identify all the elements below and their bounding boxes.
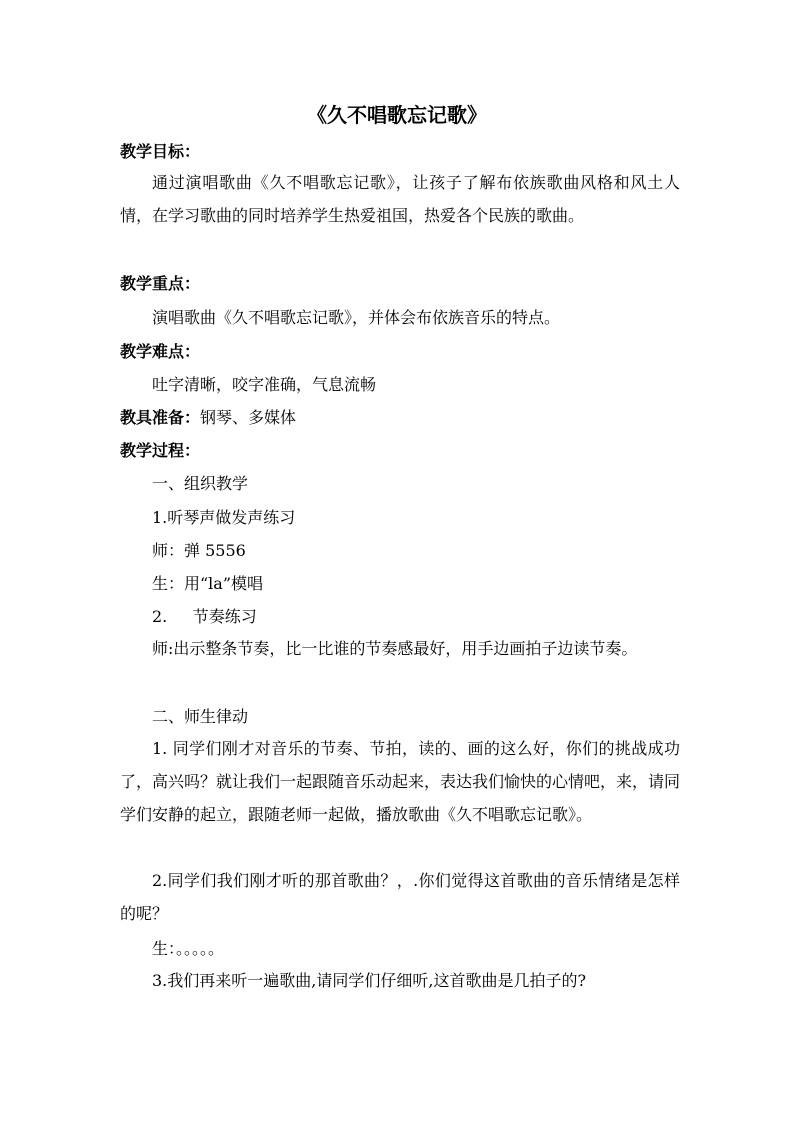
step2-student-line: 生：。。。。。 — [152, 939, 225, 958]
step2-item1: 1. 同学们刚才对音乐的节奏、节拍，读的、画的这么好，你们的挑战成功了，高兴吗？就让我们一起跟随音乐动起来，表达我们愉快的心情吧，来，请同学们安静的起立，跟随老师一起做，播放歌曲《久不唱歌忘记歌》。 — [120, 739, 681, 824]
step2-item3: 3.我们再来听一遍歌曲,请同学们仔细听,这首歌曲是几拍子的? — [152, 971, 587, 990]
teaching-difficulty-text: 吐字清晰，咬字准确，气息流畅 — [152, 375, 377, 394]
step1-teacher-line: 师：弹 5556 — [152, 541, 246, 560]
teaching-process-heading: 教学过程： — [120, 441, 201, 460]
step1-item2: 2. 节奏练习 — [152, 607, 257, 626]
teaching-goal-text: 通过演唱歌曲《久不唱歌忘记歌》，让孩子了解布依族歌曲风格和风土人情，在学习歌曲的同时培养学生热爱祖国，热爱各个民族的歌曲。 — [120, 173, 680, 225]
teaching-key-heading: 教学重点： — [120, 274, 201, 293]
teaching-goal-heading: 教学目标： — [120, 142, 201, 161]
step1-student-line: 生：用“la”模唱 — [152, 574, 264, 593]
step2-item2: 2.同学们我们刚才听的那首歌曲？，.你们觉得这首歌曲的音乐情绪是怎样的呢？ — [120, 871, 680, 923]
teaching-tools-row — [120, 406, 296, 430]
teaching-difficulty-heading: 教学难点： — [120, 342, 201, 361]
step1-title: 一、组织教学 — [152, 474, 249, 493]
step1-item1: 1.听琴声做发声练习 — [152, 508, 296, 527]
teaching-tools-text: 钢琴、多媒体 — [200, 408, 297, 427]
step1-item2-text: 师:出示整条节奏，比一比谁的节奏感最好，用手边画拍子边读节奏。 — [152, 639, 638, 658]
document-title: 《久不唱歌忘记歌》 — [307, 103, 487, 127]
teaching-tools-heading: 教具准备： — [120, 408, 201, 427]
teaching-key-text: 演唱歌曲《久不唱歌忘记歌》，并体会布依族音乐的特点。 — [152, 308, 561, 327]
step2-title: 二、师生律动 — [152, 707, 249, 726]
